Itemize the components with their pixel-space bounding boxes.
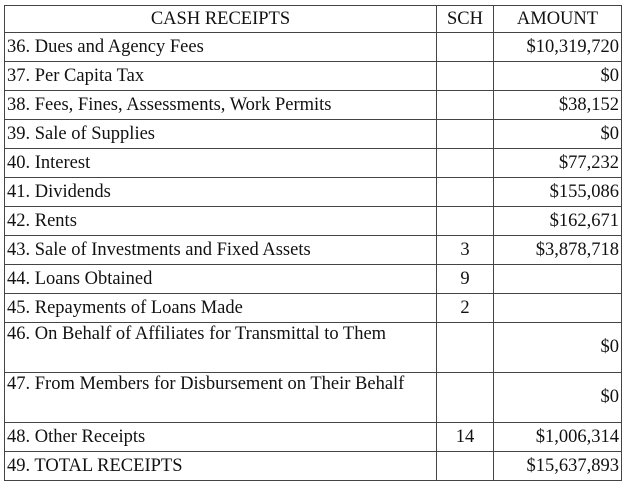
row-amount: $155,086 bbox=[494, 178, 622, 207]
row-schedule bbox=[437, 120, 494, 149]
row-label: 44. Loans Obtained bbox=[5, 265, 437, 294]
row-amount: $0 bbox=[494, 373, 622, 423]
table-row bbox=[5, 33, 622, 62]
table-row bbox=[5, 294, 622, 323]
row-label: 46. On Behalf of Affiliates for Transmittal to Them bbox=[5, 323, 437, 373]
table-row bbox=[5, 120, 622, 149]
table-row bbox=[5, 62, 622, 91]
table-row bbox=[5, 178, 622, 207]
row-amount: $38,152 bbox=[494, 91, 622, 120]
row-amount bbox=[494, 294, 622, 323]
table-row bbox=[5, 207, 622, 236]
table-row bbox=[5, 91, 622, 120]
table-row bbox=[5, 236, 622, 265]
row-label: 47. From Members for Disbursement on Their Behalf bbox=[5, 373, 437, 423]
row-schedule bbox=[437, 373, 494, 423]
row-amount bbox=[494, 265, 622, 294]
row-label: 42. Rents bbox=[5, 207, 437, 236]
table-row bbox=[5, 265, 622, 294]
total-row bbox=[5, 452, 622, 481]
row-label: 40. Interest bbox=[5, 149, 437, 178]
row-schedule: 9 bbox=[437, 265, 494, 294]
row-schedule bbox=[437, 62, 494, 91]
row-amount: $10,319,720 bbox=[494, 33, 622, 62]
table-row bbox=[5, 149, 622, 178]
row-schedule bbox=[437, 91, 494, 120]
amount-header: AMOUNT bbox=[494, 6, 622, 33]
row-amount: $0 bbox=[494, 62, 622, 91]
row-amount: $1,006,314 bbox=[494, 423, 622, 452]
total-amount: $15,637,893 bbox=[494, 452, 622, 481]
row-label: 45. Repayments of Loans Made bbox=[5, 294, 437, 323]
row-amount: $77,232 bbox=[494, 149, 622, 178]
row-label: 48. Other Receipts bbox=[5, 423, 437, 452]
row-amount: $3,878,718 bbox=[494, 236, 622, 265]
schedule-header: SCH bbox=[437, 6, 494, 33]
row-label: 39. Sale of Supplies bbox=[5, 120, 437, 149]
row-schedule: 14 bbox=[437, 423, 494, 452]
row-schedule bbox=[437, 149, 494, 178]
row-label: 43. Sale of Investments and Fixed Assets bbox=[5, 236, 437, 265]
cash-receipts-table bbox=[4, 5, 622, 481]
row-label: 38. Fees, Fines, Assessments, Work Permits bbox=[5, 91, 437, 120]
cash-receipts-header: CASH RECEIPTS bbox=[5, 6, 437, 33]
row-schedule: 3 bbox=[437, 236, 494, 265]
row-schedule: 2 bbox=[437, 294, 494, 323]
total-schedule bbox=[437, 452, 494, 481]
row-schedule bbox=[437, 207, 494, 236]
table-row bbox=[5, 323, 622, 373]
row-label: 37. Per Capita Tax bbox=[5, 62, 437, 91]
total-label: 49. TOTAL RECEIPTS bbox=[5, 452, 437, 481]
row-label: 41. Dividends bbox=[5, 178, 437, 207]
row-label: 36. Dues and Agency Fees bbox=[5, 33, 437, 62]
row-amount: $0 bbox=[494, 120, 622, 149]
row-schedule bbox=[437, 178, 494, 207]
row-amount: $162,671 bbox=[494, 207, 622, 236]
row-amount: $0 bbox=[494, 323, 622, 373]
table-row bbox=[5, 373, 622, 423]
row-schedule bbox=[437, 33, 494, 62]
row-schedule bbox=[437, 323, 494, 373]
header-row bbox=[5, 6, 622, 33]
table-row bbox=[5, 423, 622, 452]
